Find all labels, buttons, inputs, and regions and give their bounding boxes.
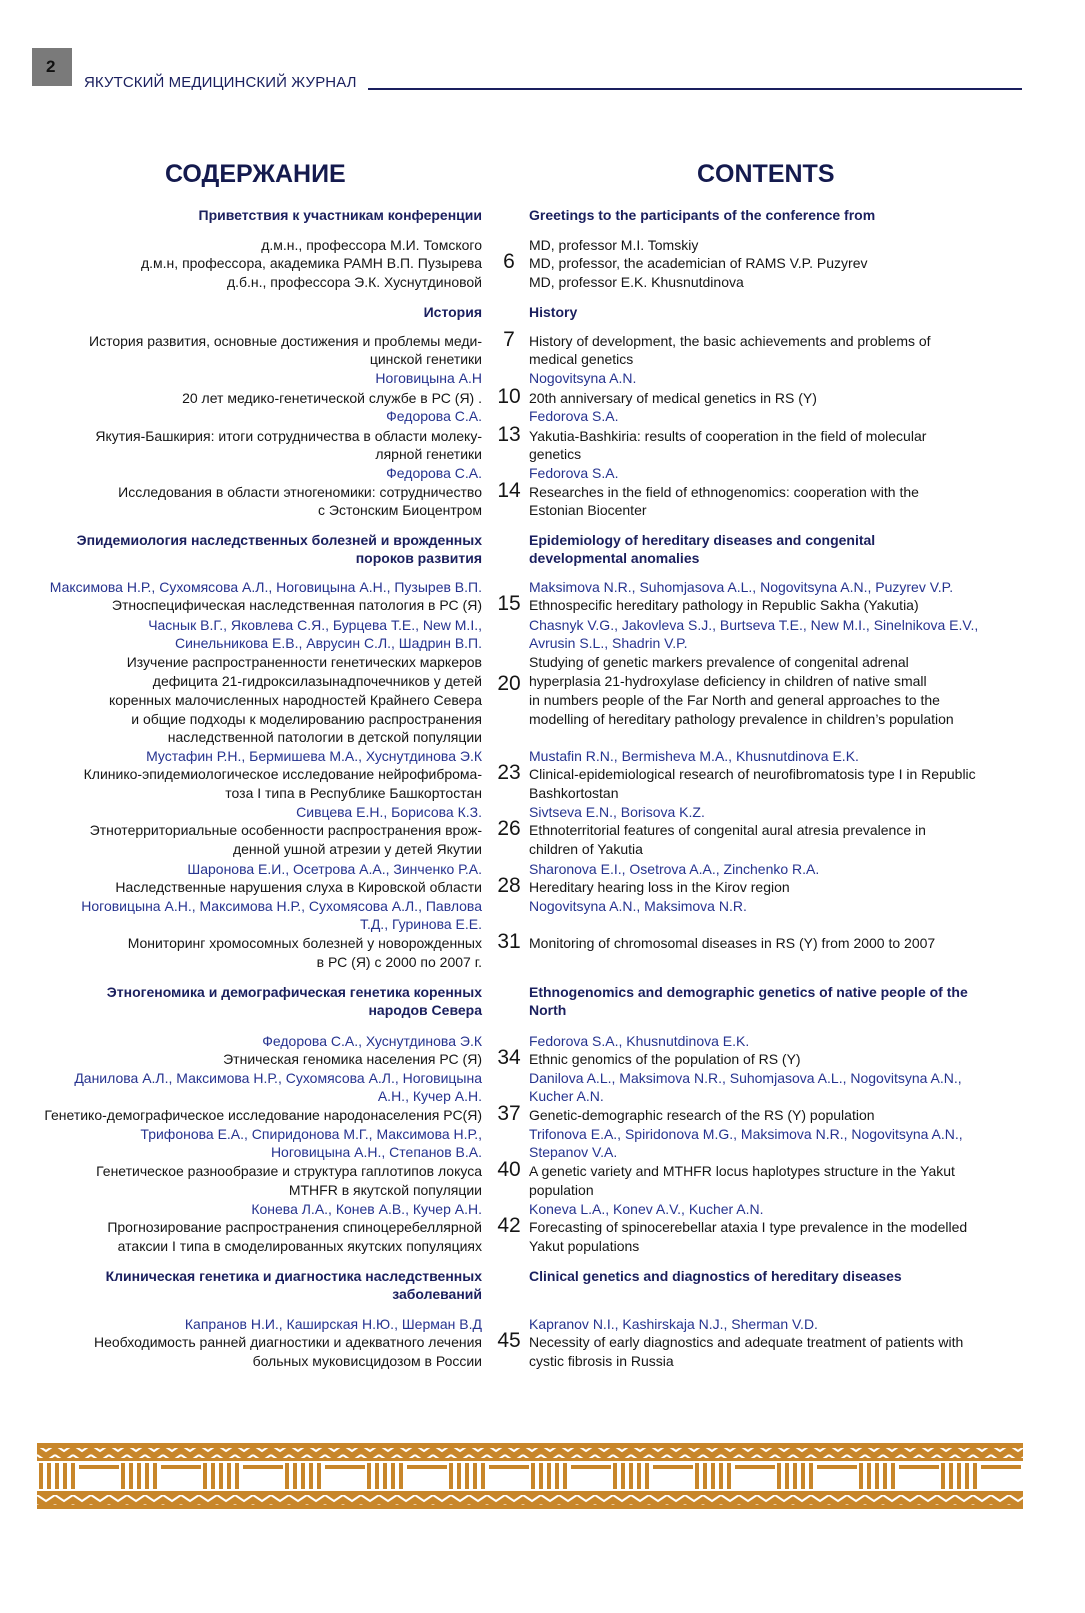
entry-title: коренных малочисленных народностей Крайнего Севера [108,691,482,708]
entry-title: Этнотерриториальные особенности распространения врож- [89,822,482,839]
entry-title: Ethnic genomics of the population of RS (Y) [529,1051,801,1068]
page-reference: 13 [497,422,521,446]
entry-authors: Часнык В.Г., Яковлева С.Я., Бурцева Т.Е., New M.I., [148,616,482,633]
entry-title: 20th anniversary of medical genetics in RS (Y) [529,389,817,406]
page-reference: 14 [497,478,521,502]
ornamental-border [37,1443,1023,1509]
entry-authors: Синельникова Е.В., Аврусин С.Л., Шадрин В.П. [175,635,482,652]
page-reference: 6 [503,250,515,274]
section-heading: Эпидемиология наследственных болезней и врожденных [76,531,482,548]
entry-title: History of development, the basic achievements and problems of [529,332,931,349]
entry-title: A genetic variety and MTHFR locus haplotypes structure in the Yakut [529,1163,955,1180]
entry-title: Якутия-Башкирия: итоги сотрудничества в области молеку- [95,427,482,444]
page-number: 2 [32,48,72,86]
entry-authors: Fedorova S.A., Khusnutdinova E.K. [529,1032,750,1049]
entry-title: История развития, основные достижения и проблемы меди- [89,332,482,349]
entry-authors: Трифонова Е.А., Спиридонова М.Г., Максимова Н.Р., [140,1125,482,1142]
entry-title: in numbers people of the Far North and general approaches to the [529,691,940,708]
entry-title: Forecasting of spinocerebellar ataxia I type prevalence in the modelled [529,1219,968,1236]
contents-title-en: CONTENTS [697,160,835,188]
entry-title: population [529,1181,594,1198]
header-rule [368,88,1022,90]
section-heading: developmental anomalies [529,550,700,567]
entry-authors: Maksimova N.R., Suhomjasova A.L., Nogovitsyna A.N., Puzyrev V.P. [529,578,954,595]
entry-title: Bashkortostan [529,785,619,802]
entry-authors: Avrusin S.L., Shadrin V.P. [529,635,688,652]
section-heading: заболеваний [392,1286,482,1303]
entry-title: MTHFR в якутской популяции [288,1181,482,1198]
entry-title: genetics [529,446,582,463]
entry-title: и общие подходы к моделированию распространения [131,710,482,727]
entry-title: Прогнозирование распространения спиноцеребеллярной [107,1219,482,1236]
entry-authors: А.Н., Кучер А.Н. [377,1088,482,1105]
entry-authors: Ноговицына А.Н., Степанов В.А. [270,1144,482,1161]
entry-title: лярной генетики [375,446,482,463]
entry-authors: Федорова С.А. [386,408,482,425]
entry-title: денной ушной атрезии у детей Якутии [232,841,482,858]
entry-authors: Данилова А.Л., Максимова Н.Р., Сухомясова А.Л., Ноговицына [74,1069,482,1086]
section-heading: North [529,1002,567,1019]
journal-title: ЯКУТСКИЙ МЕДИЦИНСКИЙ ЖУРНАЛ [84,74,357,91]
entry-title: Исследования в области этногеномики: сотрудничество [118,483,482,500]
entry-title: с Эстонским Биоцентром [318,502,482,519]
page-reference: 42 [497,1214,521,1238]
entry-title: Estonian Biocenter [529,502,647,519]
section-heading: Клиническая генетика и диагностика наследственных [105,1267,482,1284]
page-reference: 20 [497,671,521,695]
entry-authors: Конева Л.А., Конев А.В., Кучер А.Н. [251,1200,482,1217]
page-reference: 40 [497,1158,521,1182]
entry-title: MD, professor, the academician of RAMS V.P. Puzyrev [529,255,868,272]
entry-title: Yakut populations [529,1238,640,1255]
section-heading: Clinical genetics and diagnostics of hereditary diseases [529,1267,902,1284]
page-reference: 10 [497,384,521,408]
section-heading: Этногеномика и демографическая генетика коренных [106,983,482,1000]
entry-authors: Сивцева Е.Н., Борисова К.З. [296,803,482,820]
entry-authors: Федорова С.А. [386,465,482,482]
entry-title: Ethnoterritorial features of congenital aural atresia prevalence in [529,822,926,839]
entry-title: modelling of hereditary pathology prevalence in children’s population [529,710,954,727]
entry-authors: Капранов Н.И., Каширская Н.Ю., Шерман В.Д [184,1315,482,1332]
entry-authors: Т.Д., Гуринова Е.Е. [359,916,482,933]
entry-title: Clinical-epidemiological research of neurofibromatosis type I in Republic [529,766,976,783]
entry-title: Genetic-demographic research of the RS (Y) population [529,1107,875,1124]
entry-title: атаксии I типа в смоделированных якутских популяциях [117,1238,482,1255]
entry-authors: Chasnyk V.G., Jakovleva S.J., Burtseva T.E., New M.I., Sinelnikova E.V., [529,616,979,633]
entry-title: Генетико-демографическое исследование народонаселения РС(Я) [44,1107,482,1124]
page-reference: 45 [497,1329,521,1353]
entry-title: д.б.н., профессора Э.К. Хуснутдиновой [226,274,482,291]
section-heading: пороков развития [355,550,482,567]
section-heading: History [529,303,578,320]
entry-title: тоза I типа в Республике Башкортостан [225,785,482,802]
entry-authors: Danilova A.L., Maksimova N.R., Suhomjasova A.L., Nogovitsyna A.N., [529,1069,962,1086]
entry-title: Studying of genetic markers prevalence of congenital adrenal [529,654,909,671]
entry-authors: Nogovitsyna A.N. [529,370,637,387]
entry-title: children of Yakutia [529,841,643,858]
page-reference: 26 [497,817,521,841]
entry-authors: Мустафин Р.Н., Бермишева М.А., Хуснутдинова Э.К [146,747,482,764]
page-reference: 15 [497,592,521,616]
contents-title-ru: СОДЕРЖАНИЕ [165,160,346,188]
entry-title: Ethnospecific hereditary pathology in Republic Sakha (Yakutia) [529,597,919,614]
entry-title: Изучение распространенности генетических маркеров [126,654,482,671]
entry-title: Hereditary hearing loss in the Kirov region [529,879,790,896]
section-heading: Приветствия к участникам конференции [198,206,482,223]
section-heading: народов Севера [368,1002,482,1019]
entry-title: Monitoring of chromosomal diseases in RS (Y) from 2000 to 2007 [529,935,936,952]
section-heading: Greetings to the participants of the conference from [529,206,876,223]
entry-authors: Ноговицына А.Н [375,370,482,387]
page-reference: 23 [497,761,521,785]
page-reference: 7 [503,327,515,351]
entry-title: Наследственные нарушения слуха в Кировской области [115,879,482,896]
entry-authors: Шаронова Е.И., Осетрова А.А., Зинченко Р.А. [187,860,482,877]
entry-title: в РС (Я) с 2000 по 2007 г. [316,953,482,970]
entry-title: цинской генетики [369,351,482,368]
section-heading: Epidemiology of hereditary diseases and congenital [529,531,876,548]
entry-authors: Koneva L.A., Konev A.V., Kucher A.N. [529,1200,764,1217]
entry-authors: Kucher A.N. [529,1088,604,1105]
entry-authors: Fedorova S.A. [529,465,619,482]
section-heading: Ethnogenomics and demographic genetics of native people of the [529,983,968,1000]
entry-title: Мониторинг хромосомных болезней у новорожденных [127,935,482,952]
entry-title: больных муковисцидозом в России [252,1353,482,1370]
entry-title: Necessity of early diagnostics and adequate treatment of patients with [529,1334,964,1351]
entry-title: наследственной патологии в детской популяции [167,729,482,746]
entry-title: hyperplasia 21-hydroxylase deficiency in children of native small [529,672,927,689]
entry-title: cystic fibrosis in Russia [529,1353,674,1370]
entry-title: д.м.н., профессора М.И. Томского [261,236,482,253]
entry-title: medical genetics [529,351,634,368]
entry-title: MD, professor M.I. Tomskiy [529,236,699,253]
page-reference: 37 [497,1102,521,1126]
page-reference: 31 [497,930,521,954]
entry-title: дефицита 21-гидроксилазынадпочечников у детей [152,672,482,689]
entry-authors: Ноговицына А.Н., Максимова Н.Р., Сухомясова А.Л., Павлова [81,897,482,914]
entry-title: Клинико-эпидемиологическое исследование нейрофиброма- [83,766,482,783]
page-reference: 28 [497,874,521,898]
entry-authors: Nogovitsyna A.N., Maksimova N.R. [529,897,747,914]
entry-title: Необходимость ранней диагностики и адекватного лечения [94,1334,482,1351]
entry-title: Этническая геномика населения РС (Я) [223,1051,482,1068]
entry-authors: Федорова С.А., Хуснутдинова Э.К [262,1032,482,1049]
entry-title: Этноспецифическая наследственная патология в РС (Я) [111,597,482,614]
entry-authors: Mustafin R.N., Bermisheva M.A., Khusnutdinova E.K. [529,747,859,764]
entry-authors: Stepanov V.A. [529,1144,618,1161]
entry-title: MD, professor E.K. Khusnutdinova [529,274,744,291]
entry-title: 20 лет медико-генетической службе в РС (Я) . [182,389,482,406]
entry-title: д.м.н, профессора, академика РАМН В.П. Пузырева [140,255,482,272]
entry-title: Researches in the field of ethnogenomics: cooperation with the [529,483,919,500]
page-reference: 34 [497,1046,521,1070]
entry-authors: Kapranov N.I., Kashirskaja N.J., Sherman V.D. [529,1315,818,1332]
section-heading: История [423,303,482,320]
entry-authors: Sivtseva E.N., Borisova K.Z. [529,803,705,820]
entry-authors: Максимова Н.Р., Сухомясова А.Л., Ноговицына А.Н., Пузырев В.П. [49,578,482,595]
entry-title: Yakutia-Bashkiria: results of cooperation in the field of molecular [529,427,927,444]
entry-authors: Sharonova E.I., Osetrova A.A., Zinchenko R.A. [529,860,820,877]
entry-authors: Trifonova E.A., Spiridonova M.G., Maksimova N.R., Nogovitsyna A.N., [529,1125,963,1142]
entry-authors: Fedorova S.A. [529,408,619,425]
entry-title: Генетическое разнообразие и структура гаплотипов локуса [96,1163,482,1180]
